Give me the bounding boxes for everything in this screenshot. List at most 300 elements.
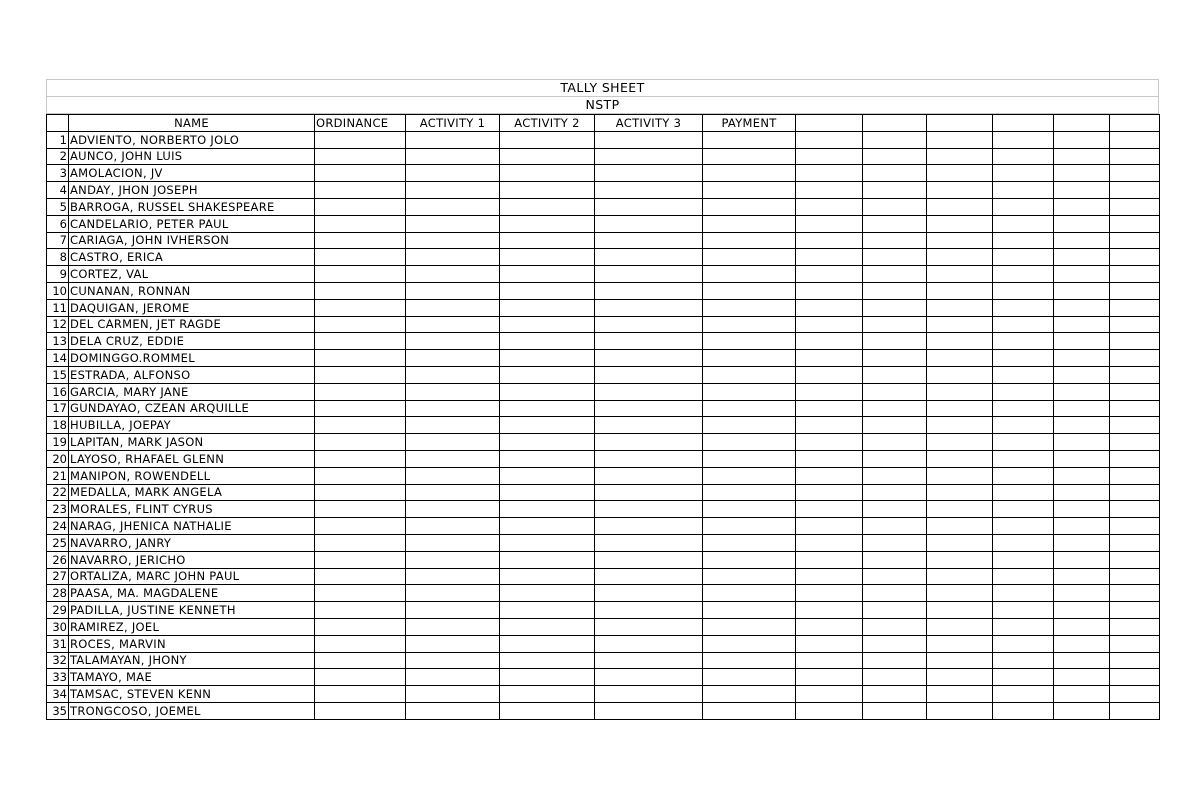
activity-2-cell[interactable] (500, 182, 595, 199)
blank-cell[interactable] (927, 417, 993, 434)
blank-cell[interactable] (863, 669, 927, 686)
ordinance-cell[interactable] (315, 215, 406, 232)
activity-2-cell[interactable] (500, 165, 595, 182)
activity-1-cell[interactable] (406, 165, 500, 182)
blank-cell[interactable] (863, 182, 927, 199)
ordinance-cell[interactable] (315, 232, 406, 249)
payment-cell[interactable] (703, 618, 796, 635)
blank-cell[interactable] (927, 131, 993, 148)
blank-cell[interactable] (1054, 148, 1110, 165)
ordinance-cell[interactable] (315, 450, 406, 467)
activity-1-cell[interactable] (406, 635, 500, 652)
payment-cell[interactable] (703, 518, 796, 535)
activity-3-cell[interactable] (595, 585, 703, 602)
activity-2-cell[interactable] (500, 417, 595, 434)
activity-1-cell[interactable] (406, 182, 500, 199)
blank-cell[interactable] (993, 652, 1054, 669)
blank-cell[interactable] (1110, 215, 1160, 232)
blank-cell[interactable] (927, 702, 993, 719)
activity-3-cell[interactable] (595, 652, 703, 669)
blank-cell[interactable] (796, 316, 863, 333)
activity-1-cell[interactable] (406, 400, 500, 417)
blank-cell[interactable] (927, 551, 993, 568)
payment-cell[interactable] (703, 316, 796, 333)
blank-cell[interactable] (1054, 669, 1110, 686)
activity-1-cell[interactable] (406, 501, 500, 518)
blank-cell[interactable] (863, 534, 927, 551)
activity-1-cell[interactable] (406, 551, 500, 568)
payment-cell[interactable] (703, 669, 796, 686)
activity-2-cell[interactable] (500, 299, 595, 316)
activity-1-cell[interactable] (406, 215, 500, 232)
payment-cell[interactable] (703, 215, 796, 232)
blank-cell[interactable] (993, 299, 1054, 316)
activity-1-cell[interactable] (406, 266, 500, 283)
blank-cell[interactable] (863, 400, 927, 417)
blank-cell[interactable] (927, 534, 993, 551)
activity-3-cell[interactable] (595, 316, 703, 333)
activity-2-cell[interactable] (500, 669, 595, 686)
payment-cell[interactable] (703, 686, 796, 703)
activity-3-cell[interactable] (595, 198, 703, 215)
activity-1-cell[interactable] (406, 383, 500, 400)
blank-cell[interactable] (1110, 316, 1160, 333)
payment-cell[interactable] (703, 165, 796, 182)
activity-1-cell[interactable] (406, 366, 500, 383)
blank-cell[interactable] (1110, 232, 1160, 249)
blank-cell[interactable] (863, 551, 927, 568)
blank-cell[interactable] (927, 215, 993, 232)
blank-cell[interactable] (796, 501, 863, 518)
activity-1-cell[interactable] (406, 518, 500, 535)
activity-1-cell[interactable] (406, 148, 500, 165)
blank-cell[interactable] (1054, 316, 1110, 333)
blank-cell[interactable] (863, 484, 927, 501)
ordinance-cell[interactable] (315, 551, 406, 568)
blank-cell[interactable] (796, 350, 863, 367)
blank-cell[interactable] (927, 249, 993, 266)
ordinance-cell[interactable] (315, 198, 406, 215)
blank-cell[interactable] (796, 198, 863, 215)
payment-cell[interactable] (703, 350, 796, 367)
blank-cell[interactable] (993, 702, 1054, 719)
blank-cell[interactable] (1110, 198, 1160, 215)
blank-cell[interactable] (1054, 366, 1110, 383)
blank-cell[interactable] (1110, 450, 1160, 467)
blank-cell[interactable] (796, 484, 863, 501)
blank-cell[interactable] (927, 182, 993, 199)
blank-cell[interactable] (796, 333, 863, 350)
blank-cell[interactable] (863, 333, 927, 350)
blank-cell[interactable] (863, 602, 927, 619)
blank-cell[interactable] (927, 350, 993, 367)
activity-2-cell[interactable] (500, 333, 595, 350)
activity-2-cell[interactable] (500, 450, 595, 467)
activity-2-cell[interactable] (500, 366, 595, 383)
activity-1-cell[interactable] (406, 299, 500, 316)
blank-cell[interactable] (796, 299, 863, 316)
activity-3-cell[interactable] (595, 182, 703, 199)
ordinance-cell[interactable] (315, 249, 406, 266)
blank-cell[interactable] (927, 467, 993, 484)
payment-cell[interactable] (703, 417, 796, 434)
payment-cell[interactable] (703, 434, 796, 451)
ordinance-cell[interactable] (315, 182, 406, 199)
blank-cell[interactable] (993, 551, 1054, 568)
blank-cell[interactable] (1054, 417, 1110, 434)
blank-cell[interactable] (927, 686, 993, 703)
blank-cell[interactable] (863, 568, 927, 585)
activity-2-cell[interactable] (500, 467, 595, 484)
blank-cell[interactable] (796, 215, 863, 232)
blank-cell[interactable] (1110, 602, 1160, 619)
blank-cell[interactable] (863, 131, 927, 148)
blank-cell[interactable] (1054, 383, 1110, 400)
blank-cell[interactable] (796, 148, 863, 165)
blank-cell[interactable] (796, 467, 863, 484)
blank-cell[interactable] (796, 534, 863, 551)
ordinance-cell[interactable] (315, 467, 406, 484)
payment-cell[interactable] (703, 282, 796, 299)
blank-cell[interactable] (1054, 534, 1110, 551)
payment-cell[interactable] (703, 198, 796, 215)
blank-cell[interactable] (1054, 266, 1110, 283)
activity-2-cell[interactable] (500, 400, 595, 417)
blank-cell[interactable] (1110, 434, 1160, 451)
blank-cell[interactable] (1110, 417, 1160, 434)
activity-3-cell[interactable] (595, 333, 703, 350)
blank-cell[interactable] (863, 618, 927, 635)
activity-3-cell[interactable] (595, 551, 703, 568)
blank-cell[interactable] (1054, 568, 1110, 585)
blank-cell[interactable] (863, 702, 927, 719)
activity-3-cell[interactable] (595, 350, 703, 367)
activity-1-cell[interactable] (406, 618, 500, 635)
blank-cell[interactable] (993, 635, 1054, 652)
activity-2-cell[interactable] (500, 686, 595, 703)
blank-cell[interactable] (993, 534, 1054, 551)
blank-cell[interactable] (1110, 484, 1160, 501)
payment-cell[interactable] (703, 299, 796, 316)
activity-3-cell[interactable] (595, 148, 703, 165)
payment-cell[interactable] (703, 585, 796, 602)
activity-2-cell[interactable] (500, 568, 595, 585)
payment-cell[interactable] (703, 551, 796, 568)
blank-cell[interactable] (863, 585, 927, 602)
blank-cell[interactable] (796, 602, 863, 619)
blank-cell[interactable] (796, 518, 863, 535)
blank-cell[interactable] (1110, 686, 1160, 703)
activity-3-cell[interactable] (595, 249, 703, 266)
activity-3-cell[interactable] (595, 434, 703, 451)
blank-cell[interactable] (993, 518, 1054, 535)
activity-3-cell[interactable] (595, 131, 703, 148)
activity-3-cell[interactable] (595, 467, 703, 484)
blank-cell[interactable] (993, 148, 1054, 165)
activity-3-cell[interactable] (595, 400, 703, 417)
blank-cell[interactable] (1110, 282, 1160, 299)
blank-cell[interactable] (1110, 618, 1160, 635)
blank-cell[interactable] (1054, 467, 1110, 484)
blank-cell[interactable] (1054, 484, 1110, 501)
blank-cell[interactable] (863, 299, 927, 316)
blank-cell[interactable] (863, 350, 927, 367)
blank-cell[interactable] (927, 316, 993, 333)
activity-3-cell[interactable] (595, 450, 703, 467)
blank-cell[interactable] (993, 350, 1054, 367)
activity-3-cell[interactable] (595, 383, 703, 400)
activity-1-cell[interactable] (406, 534, 500, 551)
activity-2-cell[interactable] (500, 702, 595, 719)
blank-cell[interactable] (927, 266, 993, 283)
activity-2-cell[interactable] (500, 484, 595, 501)
ordinance-cell[interactable] (315, 568, 406, 585)
activity-3-cell[interactable] (595, 518, 703, 535)
blank-cell[interactable] (863, 282, 927, 299)
payment-cell[interactable] (703, 450, 796, 467)
blank-cell[interactable] (796, 551, 863, 568)
activity-2-cell[interactable] (500, 383, 595, 400)
payment-cell[interactable] (703, 484, 796, 501)
blank-cell[interactable] (796, 434, 863, 451)
activity-2-cell[interactable] (500, 282, 595, 299)
blank-cell[interactable] (1110, 467, 1160, 484)
blank-cell[interactable] (927, 585, 993, 602)
blank-cell[interactable] (796, 366, 863, 383)
activity-3-cell[interactable] (595, 618, 703, 635)
activity-3-cell[interactable] (595, 635, 703, 652)
blank-cell[interactable] (993, 484, 1054, 501)
ordinance-cell[interactable] (315, 585, 406, 602)
blank-cell[interactable] (1110, 652, 1160, 669)
ordinance-cell[interactable] (315, 602, 406, 619)
blank-cell[interactable] (1054, 165, 1110, 182)
activity-1-cell[interactable] (406, 602, 500, 619)
activity-1-cell[interactable] (406, 232, 500, 249)
blank-cell[interactable] (993, 434, 1054, 451)
blank-cell[interactable] (1054, 602, 1110, 619)
payment-cell[interactable] (703, 249, 796, 266)
ordinance-cell[interactable] (315, 434, 406, 451)
activity-2-cell[interactable] (500, 249, 595, 266)
blank-cell[interactable] (993, 417, 1054, 434)
blank-cell[interactable] (796, 131, 863, 148)
blank-cell[interactable] (1110, 366, 1160, 383)
payment-cell[interactable] (703, 652, 796, 669)
blank-cell[interactable] (796, 165, 863, 182)
blank-cell[interactable] (993, 249, 1054, 266)
blank-cell[interactable] (863, 417, 927, 434)
activity-2-cell[interactable] (500, 551, 595, 568)
blank-cell[interactable] (1110, 350, 1160, 367)
activity-1-cell[interactable] (406, 249, 500, 266)
blank-cell[interactable] (1110, 400, 1160, 417)
blank-cell[interactable] (796, 618, 863, 635)
activity-2-cell[interactable] (500, 266, 595, 283)
ordinance-cell[interactable] (315, 686, 406, 703)
blank-cell[interactable] (993, 198, 1054, 215)
blank-cell[interactable] (796, 182, 863, 199)
ordinance-cell[interactable] (315, 635, 406, 652)
activity-3-cell[interactable] (595, 215, 703, 232)
ordinance-cell[interactable] (315, 383, 406, 400)
blank-cell[interactable] (863, 501, 927, 518)
activity-2-cell[interactable] (500, 232, 595, 249)
payment-cell[interactable] (703, 383, 796, 400)
activity-2-cell[interactable] (500, 652, 595, 669)
blank-cell[interactable] (796, 383, 863, 400)
activity-3-cell[interactable] (595, 417, 703, 434)
blank-cell[interactable] (1110, 635, 1160, 652)
blank-cell[interactable] (863, 686, 927, 703)
blank-cell[interactable] (1054, 249, 1110, 266)
blank-cell[interactable] (1110, 669, 1160, 686)
blank-cell[interactable] (1110, 585, 1160, 602)
blank-cell[interactable] (927, 165, 993, 182)
blank-cell[interactable] (1110, 131, 1160, 148)
blank-cell[interactable] (1110, 182, 1160, 199)
activity-1-cell[interactable] (406, 467, 500, 484)
ordinance-cell[interactable] (315, 366, 406, 383)
blank-cell[interactable] (927, 518, 993, 535)
activity-1-cell[interactable] (406, 568, 500, 585)
blank-cell[interactable] (927, 669, 993, 686)
blank-cell[interactable] (796, 585, 863, 602)
blank-cell[interactable] (993, 266, 1054, 283)
blank-cell[interactable] (927, 198, 993, 215)
ordinance-cell[interactable] (315, 501, 406, 518)
blank-cell[interactable] (1110, 551, 1160, 568)
activity-3-cell[interactable] (595, 282, 703, 299)
blank-cell[interactable] (1054, 434, 1110, 451)
activity-1-cell[interactable] (406, 316, 500, 333)
blank-cell[interactable] (863, 366, 927, 383)
activity-3-cell[interactable] (595, 232, 703, 249)
payment-cell[interactable] (703, 635, 796, 652)
blank-cell[interactable] (796, 669, 863, 686)
activity-3-cell[interactable] (595, 165, 703, 182)
payment-cell[interactable] (703, 131, 796, 148)
blank-cell[interactable] (993, 501, 1054, 518)
blank-cell[interactable] (993, 366, 1054, 383)
blank-cell[interactable] (993, 131, 1054, 148)
blank-cell[interactable] (796, 450, 863, 467)
blank-cell[interactable] (927, 484, 993, 501)
activity-1-cell[interactable] (406, 652, 500, 669)
activity-3-cell[interactable] (595, 702, 703, 719)
blank-cell[interactable] (993, 383, 1054, 400)
blank-cell[interactable] (796, 686, 863, 703)
blank-cell[interactable] (796, 635, 863, 652)
activity-2-cell[interactable] (500, 434, 595, 451)
blank-cell[interactable] (927, 232, 993, 249)
blank-cell[interactable] (1054, 501, 1110, 518)
blank-cell[interactable] (1110, 266, 1160, 283)
blank-cell[interactable] (993, 618, 1054, 635)
blank-cell[interactable] (993, 669, 1054, 686)
blank-cell[interactable] (927, 450, 993, 467)
blank-cell[interactable] (863, 148, 927, 165)
activity-1-cell[interactable] (406, 417, 500, 434)
blank-cell[interactable] (927, 434, 993, 451)
activity-1-cell[interactable] (406, 484, 500, 501)
activity-1-cell[interactable] (406, 131, 500, 148)
payment-cell[interactable] (703, 333, 796, 350)
blank-cell[interactable] (1054, 282, 1110, 299)
blank-cell[interactable] (863, 383, 927, 400)
activity-3-cell[interactable] (595, 534, 703, 551)
activity-1-cell[interactable] (406, 585, 500, 602)
ordinance-cell[interactable] (315, 165, 406, 182)
blank-cell[interactable] (796, 417, 863, 434)
blank-cell[interactable] (796, 232, 863, 249)
blank-cell[interactable] (863, 232, 927, 249)
blank-cell[interactable] (927, 652, 993, 669)
blank-cell[interactable] (1054, 618, 1110, 635)
activity-3-cell[interactable] (595, 266, 703, 283)
blank-cell[interactable] (1054, 400, 1110, 417)
blank-cell[interactable] (1110, 165, 1160, 182)
blank-cell[interactable] (863, 249, 927, 266)
blank-cell[interactable] (796, 652, 863, 669)
payment-cell[interactable] (703, 232, 796, 249)
blank-cell[interactable] (863, 316, 927, 333)
blank-cell[interactable] (863, 450, 927, 467)
blank-cell[interactable] (1054, 198, 1110, 215)
blank-cell[interactable] (863, 215, 927, 232)
blank-cell[interactable] (796, 400, 863, 417)
blank-cell[interactable] (796, 568, 863, 585)
blank-cell[interactable] (993, 232, 1054, 249)
blank-cell[interactable] (993, 215, 1054, 232)
blank-cell[interactable] (993, 585, 1054, 602)
activity-1-cell[interactable] (406, 450, 500, 467)
activity-3-cell[interactable] (595, 669, 703, 686)
activity-1-cell[interactable] (406, 282, 500, 299)
blank-cell[interactable] (863, 518, 927, 535)
activity-3-cell[interactable] (595, 602, 703, 619)
blank-cell[interactable] (1054, 131, 1110, 148)
blank-cell[interactable] (1054, 635, 1110, 652)
ordinance-cell[interactable] (315, 148, 406, 165)
blank-cell[interactable] (927, 148, 993, 165)
payment-cell[interactable] (703, 534, 796, 551)
activity-1-cell[interactable] (406, 198, 500, 215)
blank-cell[interactable] (1110, 333, 1160, 350)
ordinance-cell[interactable] (315, 534, 406, 551)
blank-cell[interactable] (1110, 299, 1160, 316)
blank-cell[interactable] (1110, 148, 1160, 165)
payment-cell[interactable] (703, 400, 796, 417)
blank-cell[interactable] (927, 282, 993, 299)
ordinance-cell[interactable] (315, 669, 406, 686)
activity-3-cell[interactable] (595, 366, 703, 383)
activity-2-cell[interactable] (500, 602, 595, 619)
blank-cell[interactable] (1054, 232, 1110, 249)
blank-cell[interactable] (927, 299, 993, 316)
activity-1-cell[interactable] (406, 686, 500, 703)
blank-cell[interactable] (863, 434, 927, 451)
ordinance-cell[interactable] (315, 131, 406, 148)
blank-cell[interactable] (993, 165, 1054, 182)
payment-cell[interactable] (703, 568, 796, 585)
blank-cell[interactable] (1054, 299, 1110, 316)
blank-cell[interactable] (863, 652, 927, 669)
blank-cell[interactable] (993, 602, 1054, 619)
payment-cell[interactable] (703, 366, 796, 383)
blank-cell[interactable] (927, 400, 993, 417)
blank-cell[interactable] (1110, 249, 1160, 266)
